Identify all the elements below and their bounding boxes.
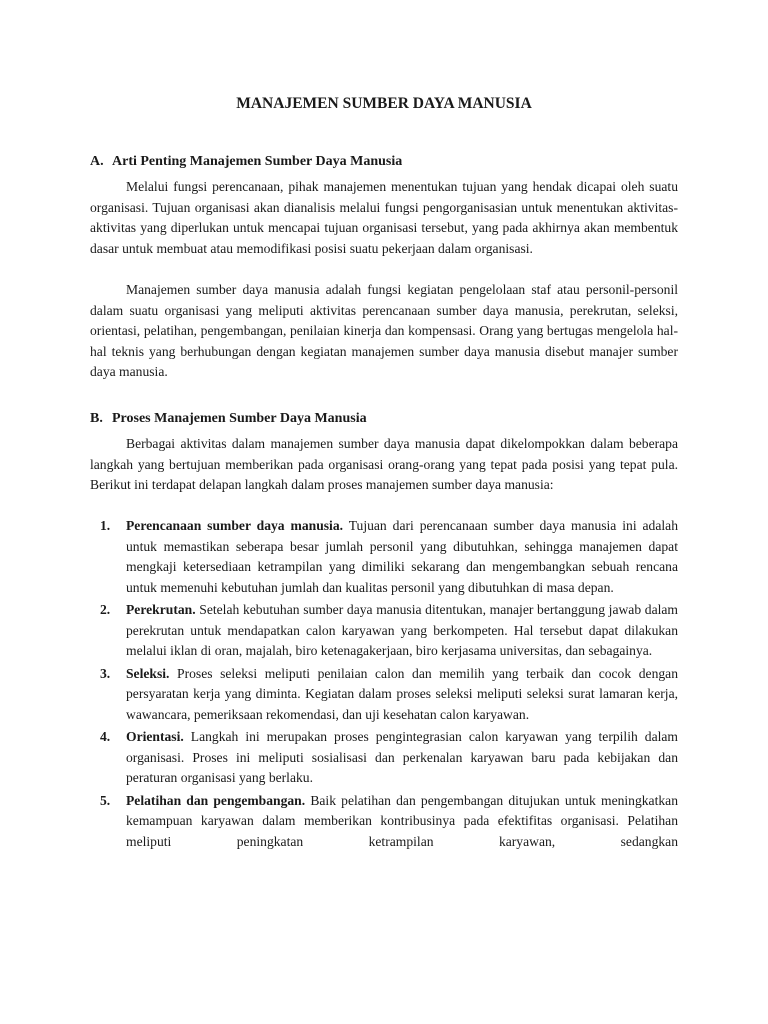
list-item-text: Baik pelatihan dan pengembangan ditujukan untuk meningkatkan kemampuan karyawan dalam memberikan kontribusinya pada efektifitas organisasi. Pelatihan meliputi peningkatan ketrampilan karyawan, sedangkan [126, 792, 678, 849]
list-item [90, 791, 678, 853]
list-item-text: Proses seleksi meliputi penilaian calon dan memilih yang terbaik dan cocok dengan persyaratan kerja yang diminta. Kegiatan dalam proses seleksi meliputi seleksi surat lamaran kerja, wawancara, pemeriksaan rekomendasi, dan uji kesehatan calon karyawan. [126, 665, 678, 722]
list-item-number: 2. [100, 602, 111, 617]
list-item [90, 600, 678, 662]
list-item-number: 1. [100, 518, 111, 533]
list-item [90, 727, 678, 789]
section-a-paragraph-2: Manajemen sumber daya manusia adalah fungsi kegiatan pengelolaan staf atau personil-personil dalam suatu organisasi yang meliputi aktivitas perencanaan sumber daya manusia, perekrutan, seleksi, orientasi, pelatihan, pengembangan, penilaian kinerja dan kompensasi. Orang yang bertugas mengelola hal-hal teknis yang berhubungan dengan kegiatan manajemen sumber daya manusia disebut manajer sumber daya manusia. [90, 282, 678, 379]
list-item-number: 3. [100, 665, 111, 681]
list-item-lead: Seleksi. [126, 665, 170, 681]
section-a-paragraph-1: Melalui fungsi perencanaan, pihak manajemen menentukan tujuan yang hendak dicapai oleh suatu organisasi. Tujuan organisasi akan dianalisis melalui fungsi pengorganisasian untuk menentukan aktivitas-aktivitas yang diperlukan untuk mencapai tujuan organisasi tersebut, yang pada akhirnya akan membentuk dasar untuk membuat atau memodifikasi posisi suatu pekerjaan dalam organisasi. [90, 179, 678, 256]
section-b-letter: B. [90, 411, 103, 426]
document-title: MANAJEMEN SUMBER DAYA MANUSIA [236, 95, 532, 112]
list-item-number: 4. [100, 729, 111, 744]
section-a-letter: A. [90, 154, 104, 169]
section-b-intro: Berbagai aktivitas dalam manajemen sumber daya manusia dapat dikelompokkan dalam beberapa langkah yang bertujuan memberikan pada organisasi orang-orang yang tepat pada posisi yang tepat pula. Berikut ini terdapat delapan langkah dalam proses manajemen sumber daya manusia: [90, 436, 678, 492]
list-item-text: Tujuan dari perencanaan sumber daya manusia ini adalah untuk memastikan seberapa besar jumlah personil yang dibutuhkan, sehingga manajemen dapat mengkaji ketersediaan ketrampilan yang dimiliki sekarang dan mengembangkan sebuah rencana untuk memenuhi kebutuhan jumlah dan kualitas personil yang dibutuhkan di masa depan. [126, 518, 678, 595]
section-a-heading [90, 152, 678, 172]
list-item [90, 664, 678, 726]
section-b-heading-text: Proses Manajemen Sumber Daya Manusia [112, 411, 367, 426]
document-page [90, 0, 678, 1024]
list-item [90, 516, 678, 598]
list-item-lead: Perencanaan sumber daya manusia. [126, 518, 344, 533]
list-item-number: 5. [100, 792, 111, 808]
list-item-lead: Perekrutan. [126, 602, 196, 617]
list-item-lead: Pelatihan dan pengembangan. [126, 792, 306, 808]
list-item-text: Setelah kebutuhan sumber daya manusia ditentukan, manajer bertanggung jawab dalam perekrutan untuk mendapatkan calon karyawan yang berkompeten. Hal tersebut dapat dilakukan melalui iklan di oran, majalah, biro ketenagakerjaan, biro kerjasama universitas, dan sebagainya. [126, 602, 678, 658]
process-steps-list [90, 516, 678, 854]
section-b-heading [90, 409, 678, 429]
list-item-text: Langkah ini merupakan proses pengintegrasian calon karyawan yang terpilih dalam organisasi. Proses ini meliputi sosialisasi dan perkenalan karyawan baru pada kebijakan dan peraturan organisasi yang berlaku. [126, 729, 678, 785]
list-item-lead: Orientasi. [126, 729, 184, 744]
section-a-heading-text: Arti Penting Manajemen Sumber Daya Manusia [112, 154, 403, 169]
